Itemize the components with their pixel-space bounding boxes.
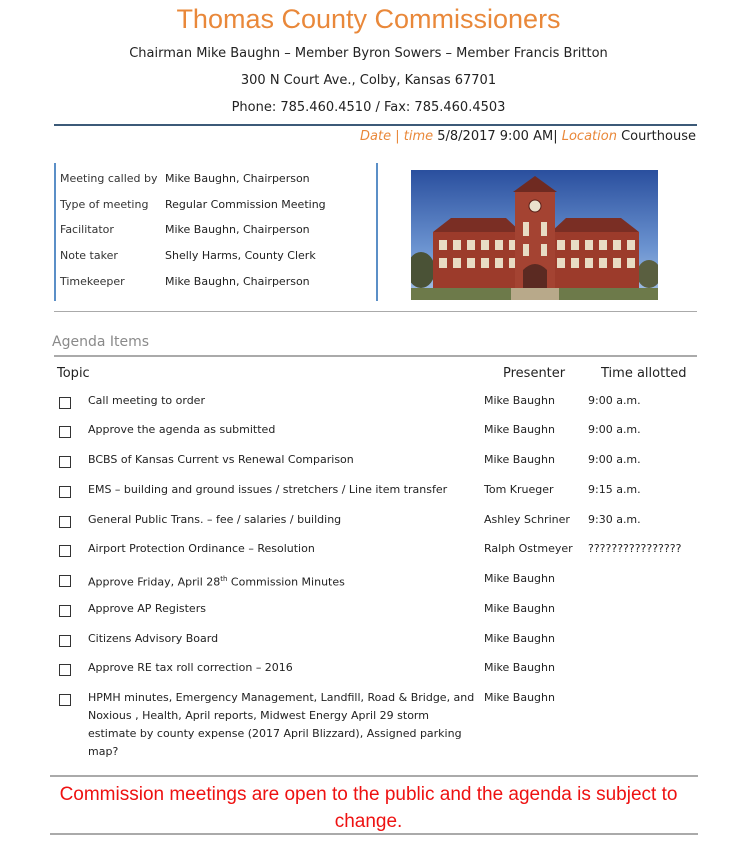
agenda-checkbox[interactable] bbox=[59, 426, 71, 438]
agenda-presenter: Mike Baughn bbox=[484, 661, 555, 674]
agenda-checkbox[interactable] bbox=[59, 516, 71, 528]
agenda-topic: EMS – building and ground issues / stretchers / Line item transfer bbox=[88, 483, 448, 496]
agenda-topic: Approve RE tax roll correction – 2016 bbox=[88, 661, 293, 674]
info-key: Facilitator bbox=[60, 223, 114, 236]
agenda-checkbox[interactable] bbox=[59, 456, 71, 468]
agenda-time: 9:00 a.m. bbox=[588, 423, 641, 436]
location-value: Courthouse bbox=[616, 129, 696, 144]
agenda-topic: Airport Protection Ordinance – Resolution bbox=[88, 542, 315, 555]
agenda-checkbox[interactable] bbox=[59, 397, 71, 409]
agenda-time: 9:00 a.m. bbox=[588, 394, 641, 407]
agenda-divider bbox=[54, 355, 697, 357]
agenda-checkbox[interactable] bbox=[59, 694, 71, 706]
agenda-time: ???????????????? bbox=[588, 542, 682, 555]
date-time-label: Date | time bbox=[360, 129, 434, 144]
location-label: Location bbox=[561, 129, 617, 144]
footer-divider-top bbox=[50, 775, 698, 777]
info-key: Timekeeper bbox=[60, 275, 125, 288]
agenda-checkbox[interactable] bbox=[59, 575, 71, 587]
agenda-presenter: Mike Baughn bbox=[484, 602, 555, 615]
footer-divider-bottom bbox=[50, 833, 698, 835]
info-value: Mike Baughn, Chairperson bbox=[165, 223, 310, 236]
ordinal-suffix: th bbox=[220, 575, 228, 583]
agenda-topic: HPMH minutes, Emergency Management, Landfill, Road & Bridge, and Noxious , Health, April reports, Midwest Energy April 29 storm estimate by county expense (2017 April Blizzard), Assigned parking map? bbox=[88, 691, 475, 758]
dateline-separator: | bbox=[553, 129, 562, 144]
agenda-checkbox[interactable] bbox=[59, 664, 71, 676]
info-key: Type of meeting bbox=[60, 198, 149, 211]
agenda-time: 9:15 a.m. bbox=[588, 483, 641, 496]
section-divider bbox=[54, 311, 697, 312]
agenda-presenter: Ralph Ostmeyer bbox=[484, 542, 573, 555]
info-row-timekeeper bbox=[60, 275, 310, 288]
agenda-checkbox[interactable] bbox=[59, 545, 71, 557]
agenda-checkbox[interactable] bbox=[59, 635, 71, 647]
agenda-heading: Agenda Items bbox=[52, 334, 150, 350]
address-line: 300 N Court Ave., Colby, Kansas 67701 bbox=[240, 73, 497, 88]
info-value: Mike Baughn, Chairperson bbox=[165, 275, 310, 288]
agenda-presenter: Mike Baughn bbox=[484, 423, 555, 436]
meeting-info-panel bbox=[54, 163, 378, 301]
agenda-presenter: Mike Baughn bbox=[484, 572, 555, 585]
agenda-presenter: Mike Baughn bbox=[484, 453, 555, 466]
info-row-called-by bbox=[60, 172, 310, 185]
agenda-presenter: Mike Baughn bbox=[484, 394, 555, 407]
agenda-time: 9:00 a.m. bbox=[588, 453, 641, 466]
agenda-checkbox[interactable] bbox=[59, 605, 71, 617]
info-value: Mike Baughn, Chairperson bbox=[165, 172, 310, 185]
agenda-topic: Approve AP Registers bbox=[88, 602, 206, 615]
phone-line: Phone: 785.460.4510 / Fax: 785.460.4503 bbox=[231, 100, 506, 115]
info-row-type bbox=[60, 198, 326, 211]
public-notice: Commission meetings are open to the public and the agenda is subject to change. bbox=[59, 784, 678, 832]
agenda-topic bbox=[88, 570, 478, 592]
info-key: Meeting called by bbox=[60, 172, 158, 185]
date-time-value: 5/8/2017 9:00 AM bbox=[433, 129, 554, 144]
info-value: Shelly Harms, County Clerk bbox=[165, 249, 316, 262]
agenda-checkbox[interactable] bbox=[59, 486, 71, 498]
agenda-presenter: Ashley Schriner bbox=[484, 513, 570, 526]
info-value: Regular Commission Meeting bbox=[165, 198, 326, 211]
date-location-line bbox=[360, 129, 696, 144]
info-row-facilitator bbox=[60, 223, 310, 236]
agenda-time: 9:30 a.m. bbox=[588, 513, 641, 526]
courthouse-photo bbox=[411, 170, 658, 300]
agenda-topic: BCBS of Kansas Current vs Renewal Comparison bbox=[88, 453, 354, 466]
topic-text: Approve Friday, April 28 bbox=[88, 575, 221, 589]
agenda-topic: General Public Trans. – fee / salaries / building bbox=[88, 513, 342, 526]
info-row-note-taker bbox=[60, 249, 316, 262]
topic-text: Commission Minutes bbox=[227, 575, 345, 589]
column-header-topic: Topic bbox=[57, 366, 90, 381]
agenda-presenter: Mike Baughn bbox=[484, 632, 555, 645]
agenda-topic: Call meeting to order bbox=[88, 394, 205, 407]
agenda-topic: Citizens Advisory Board bbox=[88, 632, 219, 645]
column-header-presenter: Presenter bbox=[503, 366, 566, 381]
agenda-topic: Approve the agenda as submitted bbox=[88, 423, 276, 436]
members-line: Chairman Mike Baughn – Member Byron Sowers – Member Francis Britton bbox=[129, 46, 608, 61]
info-key: Note taker bbox=[60, 249, 118, 262]
agenda-presenter: Tom Krueger bbox=[484, 483, 554, 496]
header-divider bbox=[54, 124, 697, 126]
page-title: Thomas County Commissioners bbox=[176, 4, 561, 34]
agenda-presenter: Mike Baughn bbox=[484, 691, 555, 704]
column-header-time: Time allotted bbox=[601, 366, 687, 381]
